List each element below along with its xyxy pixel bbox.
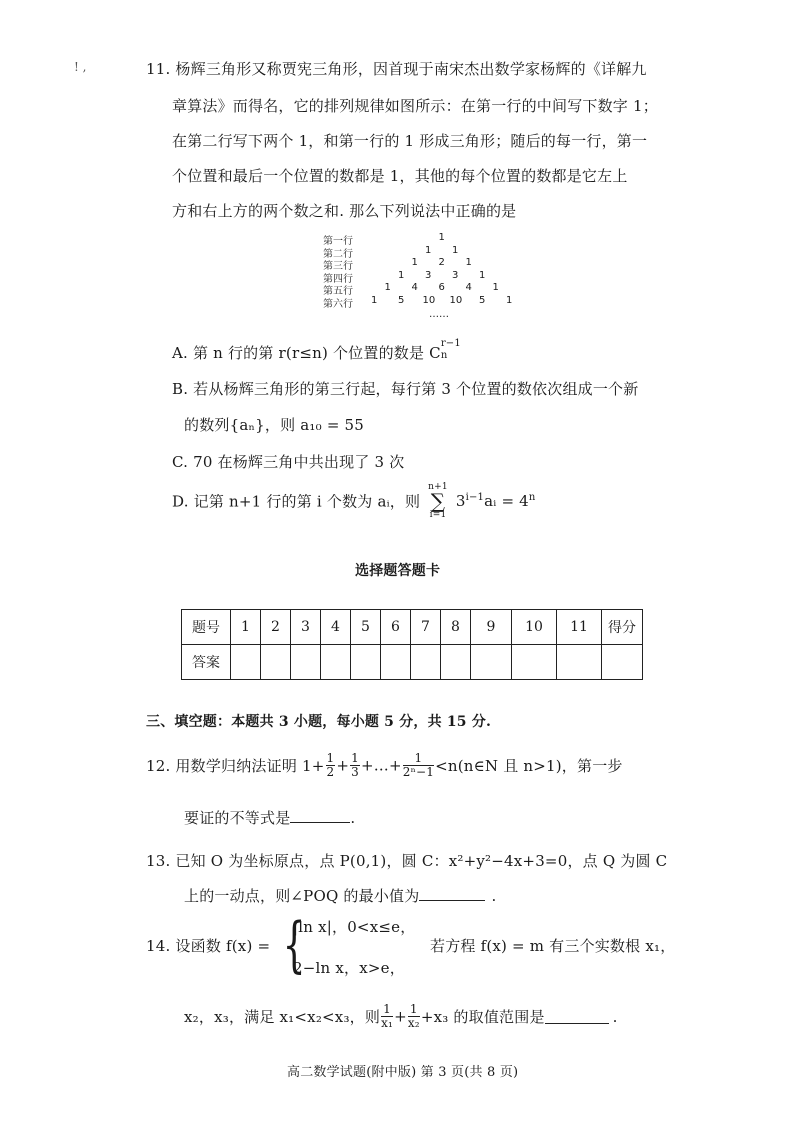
summation-symbol: n+1 ∑ i=1: [428, 482, 448, 520]
header-cell: 7: [411, 610, 441, 645]
answer-cell[interactable]: [441, 645, 471, 680]
triangle-row-label: 第五行: [323, 286, 353, 297]
section-3-heading: 三、填空题：本题共 3 小题，每小题 5 分，共 15 分.: [146, 714, 492, 730]
answer-cell[interactable]: [381, 645, 411, 680]
answer-cell[interactable]: [261, 645, 291, 680]
option-a: A. 第 n 行的第 r(r≤n) 个位置的数是 C r−1 n: [172, 338, 461, 362]
q11-line-1: 11. 杨辉三角形又称贾宪三角形，因首现于南宋杰出数学家杨辉的《详解九: [146, 60, 647, 78]
header-cell: 得分: [602, 610, 643, 645]
answer-card-table: [181, 609, 643, 680]
triangle-number: 1: [492, 282, 499, 293]
header-cell: 5: [351, 610, 381, 645]
triangle-number: 1: [384, 282, 391, 293]
triangle-number: 1: [371, 294, 378, 306]
header-cell: 9: [471, 610, 512, 645]
fraction: $\frac{1}{\text{2ⁿ−1}}$: [402, 751, 435, 779]
answer-card-header-row: [182, 610, 643, 645]
header-cell: 1: [231, 610, 261, 645]
answer-card-title: 选择题答题卡: [355, 563, 441, 579]
answer-cell[interactable]: [351, 645, 381, 680]
answer-cell[interactable]: [411, 645, 441, 680]
question-13-line-1: 13. 已知 O 为坐标原点，点 P(0,1)，圆 C：x²+y²−4x+3=0，点 Q 为圆 C: [146, 852, 668, 870]
option-d: D. 记第 n+1 行的第 i 个数为 aᵢ，则 n+1 ∑ i=1 $3^{i-1}aᵢ = 4^n$: [172, 482, 536, 520]
triangle-number: 4: [411, 282, 418, 293]
header-cell: 6: [381, 610, 411, 645]
option-b-line-2: 的数列{aₙ}，则 a₁₀ = 55: [184, 416, 365, 434]
q11-line-2: 章算法》而得名，它的排列规律如图所示：在第一行的中间写下数字 1；: [172, 97, 658, 115]
triangle-number: 1: [452, 244, 459, 256]
answer-cell[interactable]: [557, 645, 602, 680]
question-14-pre: 14. 设函数 f(x) =: [146, 937, 271, 955]
q11-line-4: 个位置和最后一个位置的数都是 1，其他的每个位置的数都是它左上: [172, 167, 628, 185]
option-b-line-1: B. 若从杨辉三角形的第三行起，每行第 3 个位置的数依次组成一个新: [172, 380, 639, 398]
triangle-number: 1: [506, 294, 513, 306]
answer-blank-13[interactable]: [419, 886, 485, 901]
header-cell: 8: [441, 610, 471, 645]
question-14-post: 若方程 f(x) = m 有三个实数根 x₁，: [430, 937, 676, 955]
answer-cell[interactable]: [471, 645, 512, 680]
triangle-number: 1: [438, 232, 445, 243]
answer-blank-14[interactable]: [545, 1009, 609, 1024]
triangle-number: 1: [411, 257, 418, 268]
q14-case-2: 2−ln x，x>e，: [293, 959, 405, 977]
triangle-number: 5: [479, 294, 486, 306]
triangle-number: 10: [422, 294, 436, 306]
answer-cell[interactable]: [512, 645, 557, 680]
answer-blank-12[interactable]: [290, 808, 350, 823]
q14-case-1: |ln x|，0<x≤e，: [293, 918, 416, 936]
triangle-number: 10: [449, 294, 463, 306]
triangle-number: 3: [452, 269, 459, 281]
header-cell: 题号: [182, 610, 231, 645]
fraction: $\frac{1}{\text{x₁}}$: [381, 1002, 394, 1030]
piecewise-brace: {: [282, 910, 306, 980]
triangle-number: 6: [438, 282, 445, 293]
score-cell[interactable]: [602, 645, 643, 680]
triangle-row-label: 第二行: [323, 248, 353, 260]
triangle-number: 1: [479, 269, 486, 281]
question-12-line-1: 12. 用数学归纳法证明 1+ $\frac{1}{2}$ + $\frac{1}{3}$ +…+ $\frac{1}{\text{2ⁿ−1}}$ <n(n∈N 且 n>1)，第一步: [146, 751, 623, 779]
header-cell: 4: [321, 610, 351, 645]
question-13-line-2: 上的一动点，则∠POQ 的最小值为 .: [184, 887, 497, 905]
fraction: $\frac{1}{3}$: [351, 751, 359, 779]
answer-cell[interactable]: [321, 645, 351, 680]
page-footer: 高二数学试题(附中版) 第 3 页(共 8 页): [287, 1065, 519, 1080]
fraction: $\frac{1}{\text{x₂}}$: [407, 1002, 420, 1030]
corner-mark: ! ,: [74, 60, 87, 74]
triangle-ellipsis: ……: [429, 309, 449, 320]
question-14-line-2: x₂，x₃，满足 x₁<x₂<x₃，则 $\frac{1}{\text{x₁}}$ + $\frac{1}{\text{x₂}}$ +x₃ 的取值范围是 .: [184, 1002, 618, 1030]
header-cell: 2: [261, 610, 291, 645]
triangle-number: 2: [438, 257, 445, 268]
header-cell: 10: [512, 610, 557, 645]
answer-card-answer-row: [182, 645, 643, 680]
q11-line-3: 在第二行写下两个 1，和第一行的 1 形成三角形；随后的每一行，第一: [172, 132, 648, 150]
triangle-row-label: 第四行: [323, 273, 353, 285]
header-cell: 3: [291, 610, 321, 645]
fraction: $\frac{1}{2}$: [326, 751, 335, 779]
triangle-number: 4: [465, 282, 472, 293]
triangle-number: 3: [425, 269, 432, 281]
answer-cell[interactable]: [231, 645, 261, 680]
triangle-number: 1: [425, 244, 432, 256]
triangle-number: 1: [465, 257, 472, 268]
answer-cell[interactable]: [291, 645, 321, 680]
triangle-row-label: 第三行: [323, 261, 353, 272]
q11-line-5: 方和右上方的两个数之和. 那么下列说法中正确的是: [172, 202, 517, 220]
triangle-number: 1: [398, 269, 405, 281]
triangle-row-label: 第一行: [323, 236, 353, 247]
yanghui-triangle-figure: [323, 232, 533, 332]
answer-row-label: 答案: [182, 645, 231, 680]
triangle-number: 5: [398, 294, 405, 306]
question-12-line-2: 要证的不等式是 .: [184, 809, 356, 827]
option-c: C. 70 在杨辉三角中共出现了 3 次: [172, 453, 405, 471]
header-cell: 11: [557, 610, 602, 645]
triangle-row-label: 第六行: [323, 298, 353, 310]
